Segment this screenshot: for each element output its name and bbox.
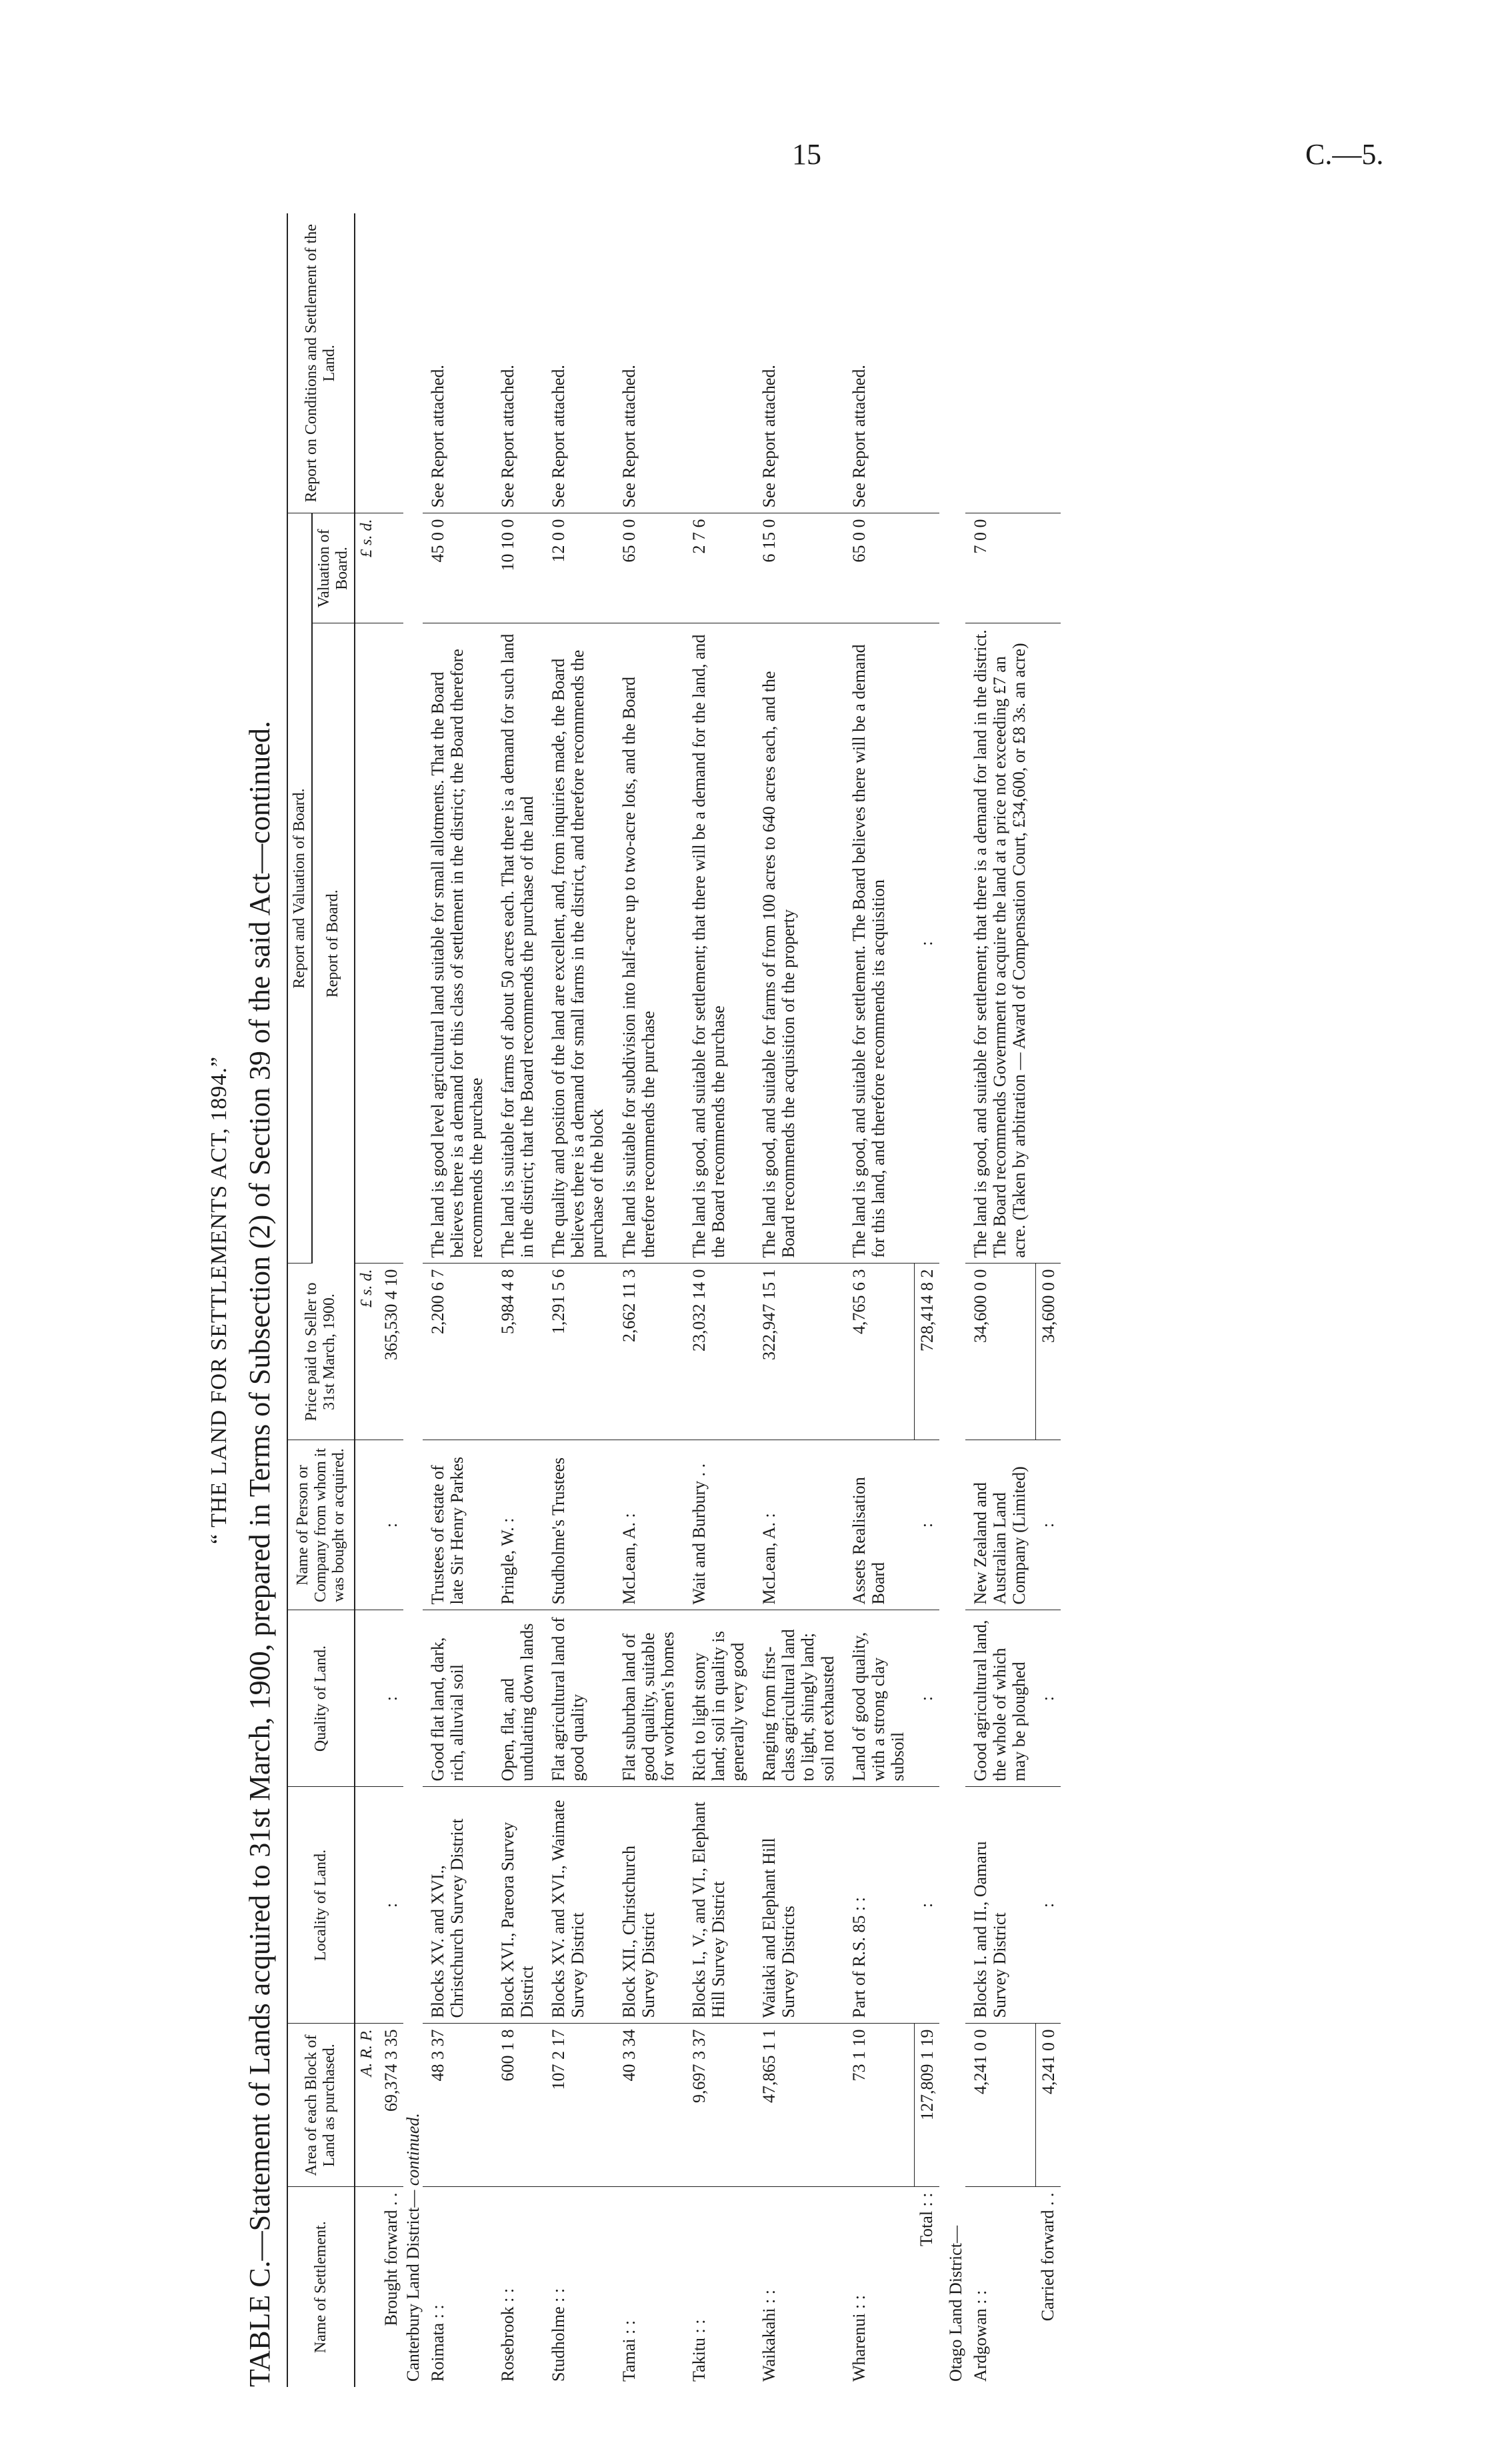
quality-cell: Flat suburban land of good quality, suitable for workmen's homes — [614, 1610, 684, 1787]
quality-cell: Open, flat, and undulating down lands — [493, 1610, 543, 1787]
report-cell: The land is good, and suitable for settlement; that there is a demand for land in the district. The Board recommends Government to acquire the land at a price not exceeding £7 an acre. (Taken by arbitration — Award of Compensation Court, £34,600, or £8 3s. an acre) — [965, 623, 1035, 1264]
settlement-name: Wharenui — [849, 2313, 869, 2382]
person-cell: Trustees of estate of late Sir Henry Parkes — [423, 1440, 493, 1610]
carried-forward-price: 34,600 0 0 — [1035, 1264, 1061, 1440]
area-cell: 4,241 0 0 — [965, 2024, 1035, 2187]
header-report: Report of Board. — [312, 623, 355, 1264]
report-cell: The land is good level agricultural land suitable for small allotments. That the Board believes there is a demand for this class of settlement in the district; the Board therefore recommends the purchase — [423, 623, 493, 1264]
quality-cell: Good agricultural land, the whole of which may be ploughed — [965, 1610, 1035, 1787]
report-cell: The land is suitable for farms of about 50 acres each. That there is a demand for such land in the district; that the Board recommends the purchase of the land — [493, 623, 543, 1264]
page-number: 15 — [792, 138, 821, 171]
district-label: Canterbury Land District— — [403, 2190, 423, 2382]
quality-cell: Rich to light stony land; soil in quality is generally very good — [684, 1610, 754, 1787]
table-row: Wharenui : : 73 1 10 Part of R.S. 85 : : Land of good quality, with a strong clay subsoil Assets Realisation Board 4,765 6 3 The land is good, and suitable for settlement. The Board believes there will be a demand for this land, and therefore recommends its acquisition 65 0 0 See Report attached. — [844, 213, 914, 2387]
brought-forward-area: 69,374 3 35 — [379, 2024, 403, 2187]
header-valuation: Valuation of Board. — [312, 513, 355, 623]
header-locality: Locality of Land. — [287, 1787, 355, 2024]
table-row: Brought forward . . 69,374 3 35 : : : 365,530 4 10 — [379, 213, 403, 2387]
act-title: “ THE LAND FOR SETTLEMENTS ACT, 1894.” — [207, 1056, 231, 1544]
locality-cell: Blocks XV. and XVI., Christchurch Survey District — [423, 1787, 493, 2024]
report-cell: The land is good, and suitable for farms of from 100 acres to 640 acres each, and the Board recommends the acquisition of the property — [754, 623, 843, 1264]
section-number: C.—5. — [1305, 138, 1384, 171]
settlement-name: Ardgowan — [970, 2308, 990, 2382]
settlement-name: Roimata — [427, 2322, 447, 2382]
valuation-cell: 65 0 0 — [844, 513, 914, 623]
report-cell: The land is suitable for subdivision into half-acre up to two-acre lots, and the Board therefore recommends the purchase — [614, 623, 684, 1264]
locality-cell: Block XVI., Pareora Survey District — [493, 1787, 543, 2024]
valuation-cell: 10 10 0 — [493, 513, 543, 623]
settlement-name: Tamai — [619, 2338, 639, 2382]
units-area: A. R. P. — [355, 2024, 379, 2187]
table-row: Studholme : : 107 2 17 Blocks XV. and XVI., Waimate Survey District Flat agricultural land of good quality Studholme's Trustees 1,291 5 6 The quality and position of the land are excellent, and, from inquiries made, the Board believes there is a demand for small farms in the district, and therefore recommends the purchase of the block 12 0 0 See Report attached. — [543, 213, 613, 2387]
quality-cell: Ranging from first-class agricultural land to light, shingly land; soil not exhausted — [754, 1610, 843, 1787]
total-area: 127,809 1 19 — [914, 2024, 939, 2187]
header-quality: Quality of Land. — [287, 1610, 355, 1787]
units-price: £ s. d. — [355, 1264, 379, 1440]
header-person: Name of Person or Company from whom it was bought or acquired. — [287, 1440, 355, 1610]
conditions-cell: See Report attached. — [423, 213, 493, 513]
conditions-cell: See Report attached. — [754, 213, 843, 513]
area-cell: 73 1 10 — [844, 2024, 914, 2187]
header-conditions: Report on Conditions and Settlement of the Land. — [287, 213, 355, 513]
conditions-cell — [684, 213, 754, 513]
district-row — [403, 213, 423, 2387]
valuation-cell: 45 0 0 — [423, 513, 493, 623]
total-price: 728,414 8 2 — [914, 1264, 939, 1440]
district-continued: continued. — [403, 2113, 423, 2186]
table-row: Tamai : : 40 3 34 Block XII., Christchurch Survey District Flat suburban land of good quality, suitable for workmen's homes McLean, A. : 2,662 11 3 The land is suitable for subdivision into half-acre up to two-acre lots, and the Board therefore recommends the purchase 65 0 0 See Report attached. — [614, 213, 684, 2387]
price-cell: 5,984 4 8 — [493, 1264, 543, 1440]
valuation-cell: 65 0 0 — [614, 513, 684, 623]
area-cell: 600 1 8 — [493, 2024, 543, 2187]
district-label: Otago Land District— — [945, 2226, 965, 2382]
conditions-cell: See Report attached. — [614, 213, 684, 513]
price-cell: 2,200 6 7 — [423, 1264, 493, 1440]
locality-cell: Block XII., Christchurch Survey District — [614, 1787, 684, 2024]
price-cell: 322,947 15 1 — [754, 1264, 843, 1440]
report-cell: The land is good, and suitable for settlement. The Board believes there will be a demand for this land, and therefore recommends its acquisition — [844, 623, 914, 1264]
carried-forward-row: Carried forward . . 4,241 0 0 : : : 34,600 0 0 — [1035, 213, 1061, 2387]
area-cell: 9,697 3 37 — [684, 2024, 754, 2187]
locality-cell: Blocks I., V., and VI., Elephant Hill Survey District — [684, 1787, 754, 2024]
table-row: Takitu : : 9,697 3 37 Blocks I., V., and VI., Elephant Hill Survey District Rich to light stony land; soil in quality is generally very good Wait and Burbury . . 23,032 14 0 The land is good, and suitable for settlement; that there will be a demand for the land, and the Board recommends the purchase 2 7 6 — [684, 213, 754, 2387]
table-title: TABLE C.—Statement of Lands acquired to 31st March, 1900, prepared in Terms of Subsection (2) of Section 39 of the said Act—continued. — [243, 721, 276, 2387]
locality-cell: Blocks XV. and XVI., Waimate Survey District — [543, 1787, 613, 2024]
units-valuation: £ s. d. — [355, 513, 379, 623]
person-cell: Studholme's Trustees — [543, 1440, 613, 1610]
area-cell: 48 3 37 — [423, 2024, 493, 2187]
valuation-cell: 2 7 6 — [684, 513, 754, 623]
person-cell: McLean, A. : — [614, 1440, 684, 1610]
person-cell: McLean, A. : — [754, 1440, 843, 1610]
district-row — [939, 213, 965, 2387]
header-report-group: Report and Valuation of Board. — [287, 513, 312, 1264]
valuation-cell: 12 0 0 — [543, 513, 613, 623]
person-cell: New Zealand and Australian Land Company (Limited) — [965, 1440, 1035, 1610]
quality-cell: Good flat land, dark, rich, alluvial soil — [423, 1610, 493, 1787]
quality-cell: Land of good quality, with a strong clay subsoil — [844, 1610, 914, 1787]
rotated-table-block — [207, 213, 1393, 2387]
report-cell: The land is good, and suitable for settlement; that there will be a demand for the land, and the Board recommends the purchase — [684, 623, 754, 1264]
locality-cell: Part of R.S. 85 : : — [844, 1787, 914, 2024]
settlement-name: Takitu — [689, 2337, 709, 2382]
area-cell: 107 2 17 — [543, 2024, 613, 2187]
carried-forward-area: 4,241 0 0 — [1035, 2024, 1061, 2187]
carried-forward-label: Carried forward . . — [1038, 2192, 1058, 2322]
quality-cell: Flat agricultural land of good quality — [543, 1610, 613, 1787]
total-label: Total : : — [917, 2192, 937, 2247]
header-settlement: Name of Settlement. — [287, 2187, 355, 2387]
valuation-cell: 6 15 0 — [754, 513, 843, 623]
lands-table — [287, 213, 1061, 2387]
locality-cell: Waitaki and Elephant Hill Survey Districts — [754, 1787, 843, 2024]
settlement-name: Waikakahi — [759, 2308, 779, 2382]
price-cell: 2,662 11 3 — [614, 1264, 684, 1440]
brought-forward-label: Brought forward . . — [381, 2192, 401, 2326]
person-cell: Pringle, W. : — [493, 1440, 543, 1610]
header-price: Price paid to Seller to 31st March, 1900. — [287, 1264, 355, 1440]
price-cell: 34,600 0 0 — [965, 1264, 1035, 1440]
conditions-cell: See Report attached. — [543, 213, 613, 513]
table-row: Roimata : : 48 3 37 Blocks XV. and XVI., Christchurch Survey District Good flat land, dark, rich, alluvial soil Trustees of estate of late Sir Henry Parkes 2,200 6 7 The land is good level agricultural land suitable for small allotments. That the Board believes there is a demand for this class of settlement in the district; the Board therefore recommends the purchase 45 0 0 See Report attached. — [423, 213, 493, 2387]
area-cell: 47,865 1 1 — [754, 2024, 843, 2187]
table-row: Ardgowan : : 4,241 0 0 Blocks I. and II., Oamaru Survey District Good agricultural land, the whole of which may be ploughed New Zealand and Australian Land Company (Limited) 34,600 0 0 The land is good, and suitable for settlement; that there is a demand for land in the district. The Board recommends Government to acquire the land at a price not exceeding £7 an acre. (Taken by arbitration — Award of Compensation Court, £34,600, or £8 3s. an acre) 7 0 0 — [965, 213, 1035, 2387]
area-cell: 40 3 34 — [614, 2024, 684, 2187]
brought-forward-price: 365,530 4 10 — [379, 1264, 403, 1440]
conditions-cell: See Report attached. — [844, 213, 914, 513]
price-cell: 23,032 14 0 — [684, 1264, 754, 1440]
price-cell: 4,765 6 3 — [844, 1264, 914, 1440]
person-cell: Wait and Burbury . . — [684, 1440, 754, 1610]
locality-cell: Blocks I. and II., Oamaru Survey District — [965, 1787, 1035, 2024]
table-row: Rosebrook : : 600 1 8 Block XVI., Pareora Survey District Open, flat, and undulating down lands Pringle, W. : 5,984 4 8 The land is suitable for farms of about 50 acres each. That there is a demand for such land in the district; that the Board recommends the purchase of the land 10 10 0 See Report attached. — [493, 213, 543, 2387]
person-cell: Assets Realisation Board — [844, 1440, 914, 1610]
settlement-name: Rosebrook — [498, 2306, 518, 2382]
settlement-name: Studholme — [549, 2306, 569, 2382]
conditions-cell: See Report attached. — [493, 213, 543, 513]
price-cell: 1,291 5 6 — [543, 1264, 613, 1440]
header-area: Area of each Block of Land as purchased. — [287, 2024, 355, 2187]
total-row: Total : : 127,809 1 19 : : : 728,414 8 2 : — [914, 213, 939, 2387]
report-cell: The quality and position of the land are excellent, and, from inquiries made, the Board believes there is a demand for small farms in the district, and therefore recommends the purchase of the block — [543, 623, 613, 1264]
table-row: Waikakahi : : 47,865 1 1 Waitaki and Elephant Hill Survey Districts Ranging from first-class agricultural land to light, shingly land; soil not exhausted McLean, A. : 322,947 15 1 The land is good, and suitable for farms of from 100 acres to 640 acres each, and the Board recommends the acquisition of the property 6 15 0 See Report attached. — [754, 213, 843, 2387]
valuation-cell: 7 0 0 — [965, 513, 1035, 623]
